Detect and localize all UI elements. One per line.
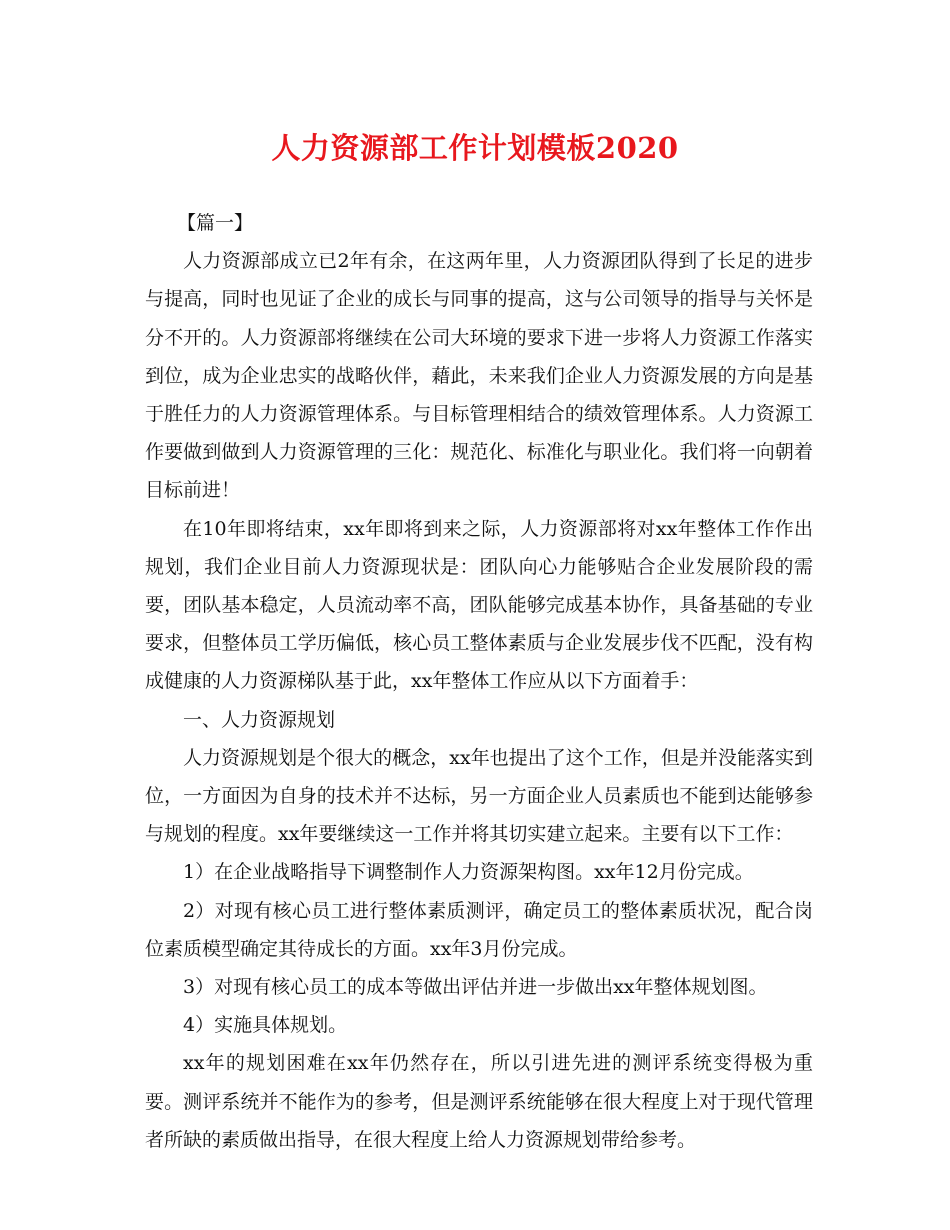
- paragraph-intro: 人力资源部成立已2年有余，在这两年里，人力资源团队得到了长足的进步与提高，同时也见证了企业的成长与同事的提高，这与公司领导的指导与关怀是分不开的。人力资源部将继续在公司大环境的要求下进一步将人力资源工作落实到位，成为企业忠实的战略伙伴，藉此，未来我们企业人力资源发展的方向是基于胜任力的人力资源管理体系。与目标管理相结合的绩效管理体系。人力资源工作要做到做到人力资源管理的三化：规范化、标准化与职业化。我们将一向朝着目标前进！: [145, 250, 813, 502]
- section-label: 【篇一】: [177, 212, 254, 234]
- heading-hr-planning: 一、人力资源规划: [183, 708, 336, 731]
- list-item-3: 3）对现有核心员工的成本等做出评估并进一步做出xx年整体规划图。: [183, 976, 768, 999]
- document-body: [145, 204, 813, 1159]
- list-item-1: 1）在企业战略指导下调整制作人力资源架构图。xx年12月份完成。: [183, 861, 754, 884]
- paragraph-evaluation-system: xx年的规划困难在xx年仍然存在，所以引进先进的测评系统变得极为重要。测评系统并不能作为的参考，但是测评系统能够在很大程度上对于现代管理者所缺的素质做出指导，在很大程度上给人力资源规划带给参考。: [145, 1052, 813, 1151]
- list-item-2: 2）对现有核心员工进行整体素质测评，确定员工的整体素质状况，配合岗位素质模型确定其待成长的方面。xx年3月份完成。: [145, 899, 813, 960]
- list-item-4: 4）实施具体规划。: [183, 1014, 348, 1037]
- document-title: 人力资源部工作计划模板2020: [271, 131, 679, 165]
- paragraph-hr-planning: 人力资源规划是个很大的概念，xx年也提出了这个工作，但是并没能落实到位，一方面因为自身的技术并不达标，另一方面企业人员素质也不能到达能够参与规划的程度。xx年要继续这一工作并将其切实建立起来。主要有以下工作：: [145, 746, 813, 846]
- paragraph-current-status: 在10年即将结束，xx年即将到来之际，人力资源部将对xx年整体工作作出规划，我们企业目前人力资源现状是：团队向心力能够贴合企业发展阶段的需要，团队基本稳定，人员流动率不高，团队能够完成基本协作，具备基础的专业要求，但整体员工学历偏低，核心员工整体素质与企业发展步伐不匹配，没有构成健康的人力资源梯队基于此，xx年整体工作应从以下方面着手：: [145, 517, 813, 693]
